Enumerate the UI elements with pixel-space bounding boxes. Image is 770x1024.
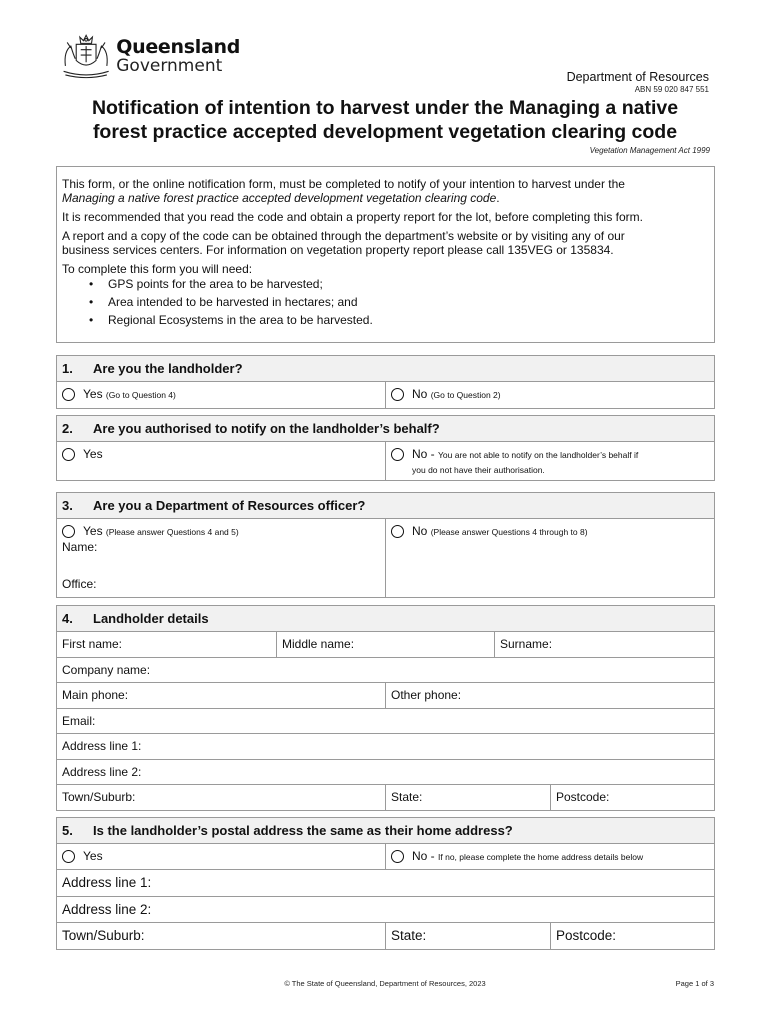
question-header: 2. Are you authorised to notify on the landholder’s behalf? bbox=[57, 416, 714, 442]
intro-paragraph-1: This form, or the online notification form, must be completed to notify of your intention to harvest under the Managing a native forest practice accepted development vegetation clearing code. bbox=[62, 177, 625, 205]
officer-name-field[interactable]: Name: bbox=[62, 540, 98, 554]
logo-title: Queensland bbox=[116, 35, 240, 58]
page-number: Page 1 of 3 bbox=[675, 979, 714, 988]
q3-yes-option[interactable]: Yes (Please answer Questions 4 and 5) bbox=[62, 524, 380, 538]
radio-button[interactable] bbox=[391, 388, 404, 401]
question-2 bbox=[56, 415, 715, 481]
list-item: • Regional Ecosystems in the area to be harvested. bbox=[62, 313, 709, 327]
postal-state-field[interactable]: State: bbox=[386, 923, 551, 949]
intro-paragraph-2: It is recommended that you read the code and obtain a property report for the lot, before completing this form. bbox=[62, 210, 643, 224]
first-name-field[interactable]: First name: bbox=[57, 632, 277, 657]
q3-no-option[interactable]: No (Please answer Questions 4 through to 8) bbox=[391, 524, 709, 538]
intro-paragraph-3: A report and a copy of the code can be obtained through the department’s website or by visiting any of our business services centers. For information on vegetation property report please call 135VEG or 135834. bbox=[62, 229, 625, 257]
q2-yes-option[interactable]: Yes bbox=[62, 447, 380, 461]
logo-subtitle: Government bbox=[116, 55, 223, 76]
question-header: 5. Is the landholder’s postal address the same as their home address? bbox=[57, 818, 714, 844]
radio-button[interactable] bbox=[391, 850, 404, 863]
qld-gov-logo bbox=[60, 28, 240, 84]
q1-no-option[interactable]: No (Go to Question 2) bbox=[391, 387, 709, 401]
department-name: Department of Resources bbox=[566, 70, 709, 84]
town-suburb-field[interactable]: Town/Suburb: bbox=[57, 785, 386, 810]
q2-no-option[interactable]: No - You are not able to notify on the landholder’s behalf if you do not have their authorisation. bbox=[391, 447, 709, 477]
abn: ABN 59 020 847 551 bbox=[634, 85, 709, 94]
middle-name-field[interactable]: Middle name: bbox=[277, 632, 495, 657]
radio-button[interactable] bbox=[62, 525, 75, 538]
question-5 bbox=[56, 817, 715, 950]
address-line-2-field[interactable]: Address line 2: bbox=[62, 765, 142, 779]
q5-no-option[interactable]: No - If no, please complete the home address details below bbox=[391, 849, 709, 863]
question-3 bbox=[56, 492, 715, 598]
postal-town-suburb-field[interactable]: Town/Suburb: bbox=[57, 923, 386, 949]
coat-of-arms-icon bbox=[60, 29, 112, 83]
q5-yes-option[interactable]: Yes bbox=[62, 849, 380, 863]
address-line-1-field[interactable]: Address line 1: bbox=[62, 739, 142, 753]
email-field[interactable]: Email: bbox=[62, 714, 96, 728]
question-header: 4. Landholder details bbox=[57, 606, 714, 632]
question-header: 1. Are you the landholder? bbox=[57, 356, 714, 382]
other-phone-field[interactable]: Other phone: bbox=[391, 688, 462, 702]
officer-office-field[interactable]: Office: bbox=[62, 577, 97, 591]
q1-yes-option[interactable]: Yes (Go to Question 4) bbox=[62, 387, 380, 401]
question-4 bbox=[56, 605, 715, 811]
radio-button[interactable] bbox=[62, 388, 75, 401]
postal-postcode-field[interactable]: Postcode: bbox=[556, 928, 617, 943]
surname-field[interactable]: Surname: bbox=[500, 637, 553, 651]
radio-button[interactable] bbox=[62, 448, 75, 461]
question-header: 3. Are you a Department of Resources officer? bbox=[57, 493, 714, 519]
radio-button[interactable] bbox=[391, 448, 404, 461]
postal-address-line-1-field[interactable]: Address line 1: bbox=[62, 875, 152, 890]
act-reference: Vegetation Management Act 1999 bbox=[589, 146, 710, 155]
postal-address-line-2-field[interactable]: Address line 2: bbox=[62, 902, 152, 917]
intro-box bbox=[56, 166, 715, 343]
list-item: • Area intended to be harvested in hectares; and bbox=[62, 295, 709, 309]
postcode-field[interactable]: Postcode: bbox=[556, 790, 610, 804]
requirements-list bbox=[62, 277, 709, 327]
list-item: • GPS points for the area to be harvested; bbox=[62, 277, 709, 291]
question-1 bbox=[56, 355, 715, 409]
radio-button[interactable] bbox=[62, 850, 75, 863]
radio-button[interactable] bbox=[391, 525, 404, 538]
form-title: Notification of intention to harvest under the Managing a native forest practice accepted development vegetation clearing code bbox=[91, 97, 679, 143]
intro-paragraph-4: To complete this form you will need: bbox=[62, 262, 253, 276]
copyright-footer: © The State of Queensland, Department of Resources, 2023 bbox=[284, 979, 486, 988]
main-phone-field[interactable]: Main phone: bbox=[57, 683, 386, 708]
state-field[interactable]: State: bbox=[386, 785, 551, 810]
company-name-field[interactable]: Company name: bbox=[62, 663, 151, 677]
